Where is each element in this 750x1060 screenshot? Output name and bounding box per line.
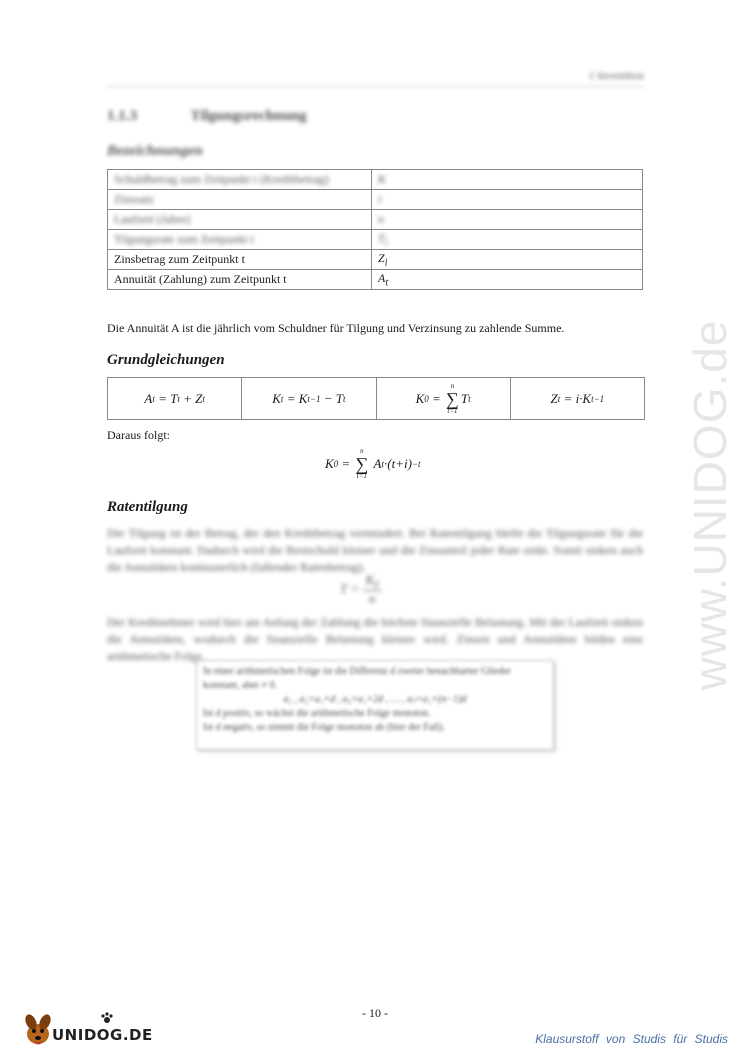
equation-tilgungsrate: T = $K_0$ n (340, 572, 382, 607)
definition-label: Zinsbetrag zum Zeitpunkt t (108, 250, 372, 270)
equation-annuity: A t = T t + Z t (108, 378, 242, 419)
ratentilgung-paragraph: Die Tilgung ist der Betrag, der den Kreditbetrag vermindert. Bei Ratentilgung bleibt die Tilgungsrate für die Laufzeit konstant. Dadurch wird die Restschuld kleiner und die Zinsanteil jeder Rate sinkt. Somit sinken auch die Annuitäten kontinuierlich (fallender Ratenbetrag). (107, 526, 643, 574)
arithmetic-sequence-note (196, 660, 554, 750)
definition-symbol: $Z_i$ (372, 250, 643, 270)
footer-tagline: Klausurstoff von Studis für Studis (535, 1032, 728, 1046)
definition-symbol: $T_t$ (372, 230, 643, 250)
definition-label: Tilgungsrate zum Zeitpunkt t (108, 230, 372, 250)
note-formula: a₁ , a₂=a₁+d , a₃=a₁+2d , … , aₙ=a₁+(n−1)d (283, 694, 467, 705)
grundgleichungen-heading: Grundgleichungen (107, 352, 225, 368)
page-number: - 10 - (362, 1006, 388, 1020)
annuity-sentence: Die Annuität A ist die jährlich vom Schuldner für Tilgung und Verzinsung zu zahlende Summe. (107, 321, 565, 335)
equation-initial-debt: K 0 = n ∑ t=1 T t (377, 378, 511, 419)
note-line: Ist d negativ, so nimmt die Folge monoton ab (hier der Fall). (203, 722, 445, 733)
paw-icon (100, 1012, 114, 1024)
definition-symbol: K (372, 170, 643, 190)
bezeichnungen-heading: Bezeichnungen (107, 143, 203, 159)
table-row (108, 230, 643, 250)
equation-interest: Z t = i·K t−1 (550, 390, 605, 406)
definition-symbol: i (372, 190, 643, 210)
ratentilgung-paragraph-2: Der Kreditnehmer wird hier am Anfang der Zahlung die höchste finanzielle Belastung. Mit der Laufzeit sinken die Annuitäten, wodurch die finanzielle Belastung kleiner wird. Zinsen und Annuitäten bilden eine arithmetische Folge. (107, 615, 643, 663)
watermark (680, 270, 740, 740)
unidog-logo (22, 1012, 152, 1048)
table-row (108, 250, 643, 270)
note-line: In einer arithmetischen Folge ist die Differenz d zweier benachbarter Glieder konstant, aber ≠ 0. (203, 666, 512, 691)
watermark-text: www.UNIDOG.de (684, 319, 736, 691)
section-title-text: Tilgungsrechnung (190, 108, 307, 124)
equation-present-value: K 0 = n ∑ t=1 A t ·(t+i) −t (325, 447, 421, 480)
ratentilgung-heading: Ratentilgung (107, 499, 188, 515)
table-row (108, 210, 643, 230)
definition-label: Laufzeit (Jahre) (108, 210, 372, 230)
section-title (107, 108, 307, 125)
definition-symbol: $A_t$ (372, 270, 643, 290)
logo-text: UNIDOG.DE (52, 1026, 153, 1044)
note-line: Ist d positiv, so wächst die arithmetische Folge monoton. (203, 708, 431, 719)
table-row (108, 270, 643, 290)
daraus-folgt: Daraus folgt: (107, 428, 170, 442)
definition-symbol: n (372, 210, 643, 230)
definitions-table-wrap (107, 169, 643, 290)
definitions-table (107, 169, 643, 290)
definition-label: Schuldbetrag zum Zeitpunkt t (Kreditbetrag) (108, 170, 372, 190)
table-row (108, 190, 643, 210)
section-number: 1.1.3 (107, 108, 137, 124)
table-row (108, 170, 643, 190)
definition-label: Zinssatz (108, 190, 372, 210)
header-rule (106, 86, 644, 87)
equations-box (107, 377, 645, 420)
equation-residual-debt: K t = K t−1 − T t (242, 378, 376, 419)
chapter-header: 1 Investition (588, 70, 644, 82)
definition-label: Annuität (Zahlung) zum Zeitpunkt t (108, 270, 372, 290)
